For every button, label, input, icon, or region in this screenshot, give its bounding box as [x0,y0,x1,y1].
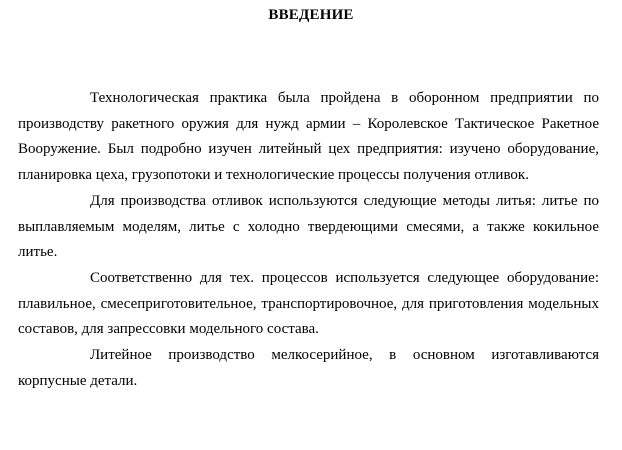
document-body [18,86,599,394]
paragraph-3: Соответственно для тех. процессов используется следующее оборудование: плавильное, смесеприготовительное, транспортировочное, для приготовления модельных составов, для запрессовки модельного состава. [18,269,599,338]
document-title: ВВЕДЕНИЕ [268,7,354,23]
paragraph-2: Для производства отливок используются следующие методы литья: литье по выплавляемым моделям, литье с холодно твердеющими смесями, а также кокильное литье. [18,192,599,261]
paragraph-1: Технологическая практика была пройдена в оборонном предприятии по производству ракетного оружия для нужд армии – Королевское Тактическое Ракетное Вооружение. Был подробно изучен литейный цех предприятия: изучено оборудование, планировка цеха, грузопотоки и технологические процессы получения отливок. [18,90,599,184]
paragraph-4: Литейное производство мелкосерийное, в основном изготавливаются корпусные детали. [18,347,599,389]
